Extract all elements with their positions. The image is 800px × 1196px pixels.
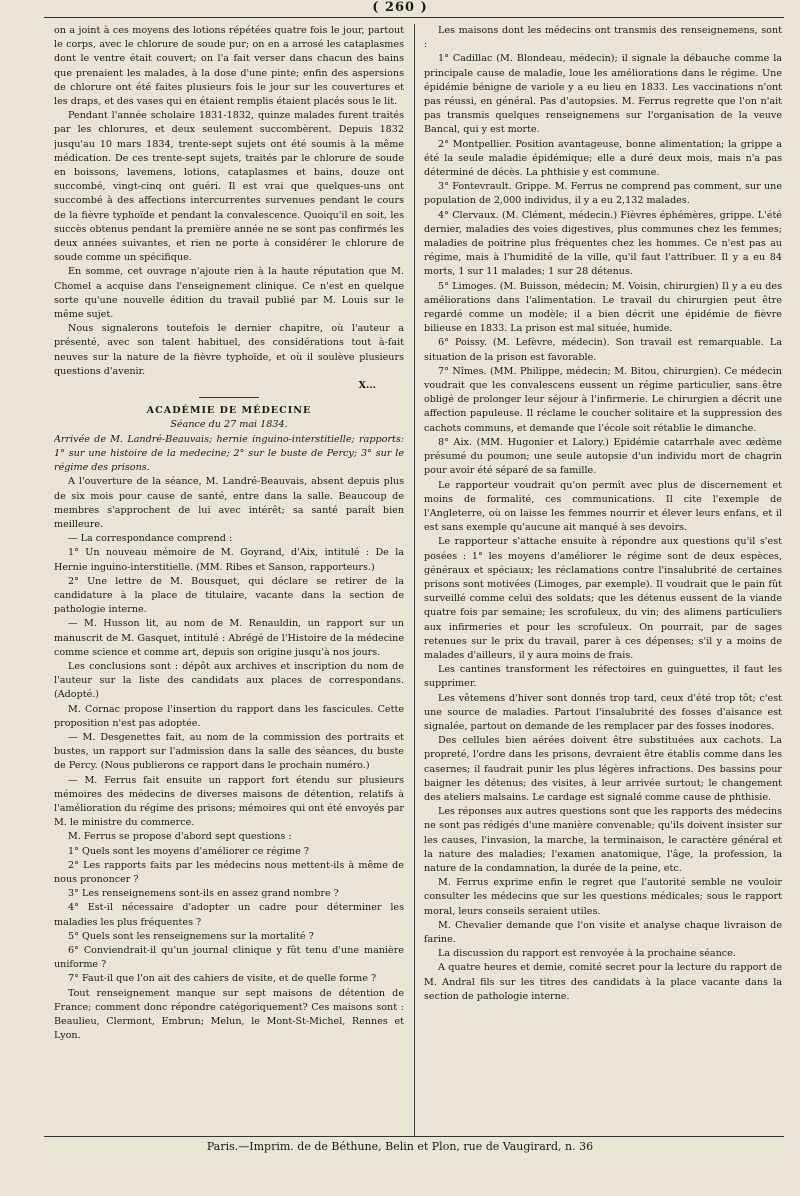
section-divider [199,397,259,398]
top-rule [44,17,784,18]
paragraph: — La correspondance comprend : [68,533,233,545]
paragraph: 2° Montpellier. Position avantageuse, bonne alimentation; la grippe a été la seule maladie épidémique; elle a duré deux mois, mais n'a pas déterminé de décès. La phthisie y est commune. [424,138,782,179]
paragraph: A l'ouverture de la séance, M. Landré-Beauvais, absent depuis plus de six mois pour cause de santé, entre dans la salle. Beaucoup de membres s'approchent de lui avec intérêt; sa santé paraît bien meilleure. [54,476,404,530]
session-date: Séance du 27 mai 1834. [170,419,288,431]
paragraph: 3° Fontevrault. Grippe. M. Ferrus ne comprend pas comment, sur une population de 2,000 individus, il y a eu 2,132 malades. [424,181,782,207]
section-heading: ACADÉMIE DE MÉDECINE [146,405,312,417]
paragraph: — M. Ferrus fait ensuite un rapport fort étendu sur plusieurs mémoires des médecins de diverses maisons de détention, relatifs à l'amélioration du régime des prisons; mémoires qui ont été envoyés par M. le ministre du commerce. [54,774,404,829]
paragraph: 7° Faut-il que l'on ait des cahiers de visite, et de quelle forme ? [68,973,377,985]
paragraph: Nous signalerons toutefois le dernier chapitre, où l'auteur a présenté, avec son talent habituel, des considérations tout à-fait neuves sur la nature de la fièvre typhoïde, et où il soulève plusieurs questions d'avenir. [54,323,404,377]
left-column-text [54,24,404,379]
paragraph: Le rapporteur voudrait qu'on permît avec plus de discernement et moins de formalité, ces communications. Il cite l'exemple de l'Angleterre, où on laisse les femmes nourrir et élever leurs enfans, et il est sans exemple qu'aucune ait manqué à ses devoirs. [424,479,782,534]
paragraph: — M. Desgenettes fait, au nom de la commission des portraits et bustes, un rapport sur l'admission dans la salle des séances, du buste de Percy. (Nous publierons ce rapport dans le prochain numéro.) [54,731,404,772]
paragraph: 8° Aix. (MM. Hugonier et Lalory.) Epidémie catarrhale avec œdème présumé du poumon; une seule autopsie d'un individu mort de chagrin pour avoir été séparé de sa famille. [424,436,782,477]
paragraph: 6° Poissy. (M. Lefèvre, médecin). Son travail est remarquable. La situation de la prison est favorable. [424,337,782,363]
paragraph: 4° Clervaux. (M. Clément, médecin.) Fièvres éphémères, grippe. L'été dernier, maladies des voies digestives, plus communes chez les femmes; maladies de poitrine plus fréquentes chez les hommes. Ce n'est pas au régime, mais à l'humidité de la ville, qu'il faut l'attribuer. Il y a eu 84 morts, 1 sur 11 malades; 1 sur 28 détenus. [424,209,782,278]
paragraph: on a joint à ces moyens des lotions répétées quatre fois le jour, partout le corps, avec le chlorure de soude pur; on en a arrosé les cataplasmes dont le ventre était couvert; on l'a fait verser dans chacun des bains que prenaient les malades, à la dose d'une pinte; enfin des aspersions de chlorure ont été faites plusieurs fois le jour sur les couvertures et les draps, et des vases qui en étaient remplis étaient placés sous le lit. [54,25,404,108]
paragraph: A quatre heures et demie, comité secret pour la lecture du rapport de M. Andral fils sur les titres des candidats à la place vacante dans la section de pathologie interne. [424,962,782,1002]
session-minutes [54,475,404,1043]
paragraph: 1° Un nouveau mémoire de M. Goyrand, d'Aix, intitulé : De la Hernie inguino-interstitielle. (MM. Ribes et Sanson, rapporteurs.) [54,547,404,573]
paragraph: En somme, cet ouvrage n'ajoute rien à la haute réputation que M. Chomel a acquise dans l'enseignement clinique. Ce n'est en quelque sorte qu'une nouvelle édition du travail publié par M. Louis sur le même sujet. [54,266,404,321]
page-number: ( 260 ) [372,0,428,15]
left-column [54,24,404,1134]
paragraph: 1° Cadillac (M. Blondeau, médecin); il signale la débauche comme la principale cause de maladie, loue les améliorations dans le régime. Une épidémie bénigne de variole y a eu lieu en 1833. Les vaccinations n'ont pas réussi, en général. Pas d'autopsies. M. Ferrus regrette que l'on n'ait pas transmis quelques renseignemens sur l'organisation de la veuve Bancal, qui y est morte. [424,53,782,136]
signature: X... [358,380,376,392]
bottom-rule [44,1136,784,1137]
paragraph: 1° Quels sont les moyens d'améliorer ce régime ? [68,845,309,857]
paragraph: M. Ferrus exprime enfin le regret que l'autorité semble ne vouloir consulter les médecins que sur les questions médicales; sous le rapport moral, leurs conseils seraient utiles. [424,877,782,917]
paragraph: M. Chevalier demande que l'on visite et analyse chaque livraison de farine. [424,919,782,945]
paragraph: 5° Limoges. (M. Buisson, médecin; M. Voisin, chirurgien) Il y a eu des améliorations dans l'alimentation. Le travail du chirurgien peut être regardé comme un modèle; il a bien décrit une épidémie de fièvre bilieuse en 1833. La prison est mal située, humide. [424,280,782,335]
paragraph: 2° Une lettre de M. Bousquet, qui déclare se retirer de la candidature à la place de titulaire, vacante dans la section de pathologie interne. [54,575,404,616]
paragraph: M. Cornac propose l'insertion du rapport dans les fascicules. Cette proposition n'est pas adoptée. [54,703,404,729]
right-column-text [424,24,782,1004]
paragraph: Tout renseignement manque sur sept maisons de détention de France; comment donc répondre catégoriquement? Ces maisons sont : Beaulieu, Clermont, Embrun; Melun, le Mont-St-Michel, Rennes et Lyon. [54,987,404,1042]
paragraph: Les réponses aux autres questions sont que les rapports des médecins ne sont pas rédigés d'une manière convenable; qu'ils doivent insister sur les causes, l'invasion, la marche, la terminaison, le caractère général et la nature des maladies; l'examen anatomique, l'âge, la profession, la nature de la condamnation, la durée de la peine, etc. [424,806,782,874]
paragraph: 2° Les rapports faits par les médecins nous mettent-ils à même de nous prononcer ? [54,859,404,885]
paragraph: M. Ferrus se propose d'abord sept questions : [68,831,292,843]
paragraph: Les vêtemens d'hiver sont donnés trop tard, ceux d'été trop tôt; c'est une source de maladies. Partout l'insalubrité des fosses d'aisance est signalée, partout on demande de les remplacer par des fosses inodores. [424,692,782,732]
paragraph: Des cellules bien aérées doivent être substituées aux cachots. La propreté, l'ordre dans les prisons, devraient être établis comme dans les casernes; il faudrait punir les plus légères infractions. Des bassins pour baigner les détenus; des visites, à leur arrivée surtout; le changement des ateliers malsains. Le cardage est signalé comme cause de phthisie. [424,735,782,803]
paragraph: Les conclusions sont : dépôt aux archives et inscription du nom de l'auteur sur la liste des candidats aux places de correspondans. (Adopté.) [54,660,404,701]
paragraph: Les maisons dont les médecins ont transmis des renseignemens, sont : [424,25,782,51]
paragraph: 7° Nîmes. (MM. Philippe, médecin; M. Bitou, chirurgien). Ce médecin voudrait que les convalescens eussent un régime particulier, sans être obligé de prolonger leur séjour à l'infirmerie. Le chirurgien a décrit une affection papuleuse. Il réclame le coucher solitaire et la suppression des cachots communs, et demande que l'école soit rétablie le dimanche. [424,365,782,434]
paragraph: 5° Quels sont les renseignemens sur la mortalité ? [68,930,314,942]
paragraph: La discussion du rapport est renvoyée à la prochaine séance. [438,948,736,960]
paragraph: 4° Est-il nécessaire d'adopter un cadre pour déterminer les maladies les plus fréquentes ? [54,902,404,928]
session-summary: Arrivée de M. Landré-Beauvais; hernie inguino-interstitielle; rapports: 1° sur une histoire de la medecine; 2° sur le buste de Percy; 3° sur le régime des prisons. [54,433,404,474]
imprint-footer: Paris.—Imprim. de de Béthune, Belin et Plon, rue de Vaugirard, n. 36 [206,1140,594,1153]
paragraph: Les cantines transforment les réfectoires en guinguettes, il faut les supprimer. [424,664,782,690]
right-column [424,24,782,1134]
paragraph: Le rapporteur s'attache ensuite à répondre aux questions qu'il s'est posées : 1° les moyens d'améliorer le régime sont de deux espèces, généraux et spéciaux; les réclamations contre l'insalubrité de certaines prisons sont motivées (Limoges, par exemple). Il voudrait que le pain fût surveillé comme celui des soldats; que les détenus eussent de la viande quatre fois par semaine; les scrofuleux, du vin; des alimens particuliers aux infirmeries et pour les scrofuleux. On pourrait, par de sages retenues sur le prix du travail, parer à ces dépenses; s'il y a moins de malades d'ailleurs, il y aura moins de frais. [424,536,782,661]
paragraph: 6° Conviendrait-il qu'un journal clinique y fût tenu d'une manière uniforme ? [54,945,404,971]
column-rule [414,24,415,1136]
paragraph: 3° Les renseignemens sont-ils en assez grand nombre ? [68,888,339,900]
paragraph: Pendant l'année scholaire 1831-1832, quinze malades furent traités par les chlorures, et deux seulement succombèrent. Depuis 1832 jusqu'au 10 mars 1834, trente-sept sujets ont été soumis à la même médication. De ces trente-sept sujets, traités par le chlorure de soude en boissons, lavemens, lotions, cataplasmes et bains, douze ont succombé, vingt-cinq ont guéri. Il est vrai que quelques-uns ont succombé à des affections intercurrentes survenues pendant le cours de la fièvre typhoïde et pendant la convalescence. Quoiqu'il en soit, les succès obtenus pendant la première année ne se sont pas confirmés les deux années suivantes, et rien ne porte à considérer le chlorure de soude comme un spécifique. [54,110,404,264]
paragraph: — M. Husson lit, au nom de M. Renauldin, un rapport sur un manuscrit de M. Gasquet, intitulé : Abrégé de l'Histoire de la médecine comme science et comme art, depuis son origine jusqu'à nos jours. [54,618,404,658]
